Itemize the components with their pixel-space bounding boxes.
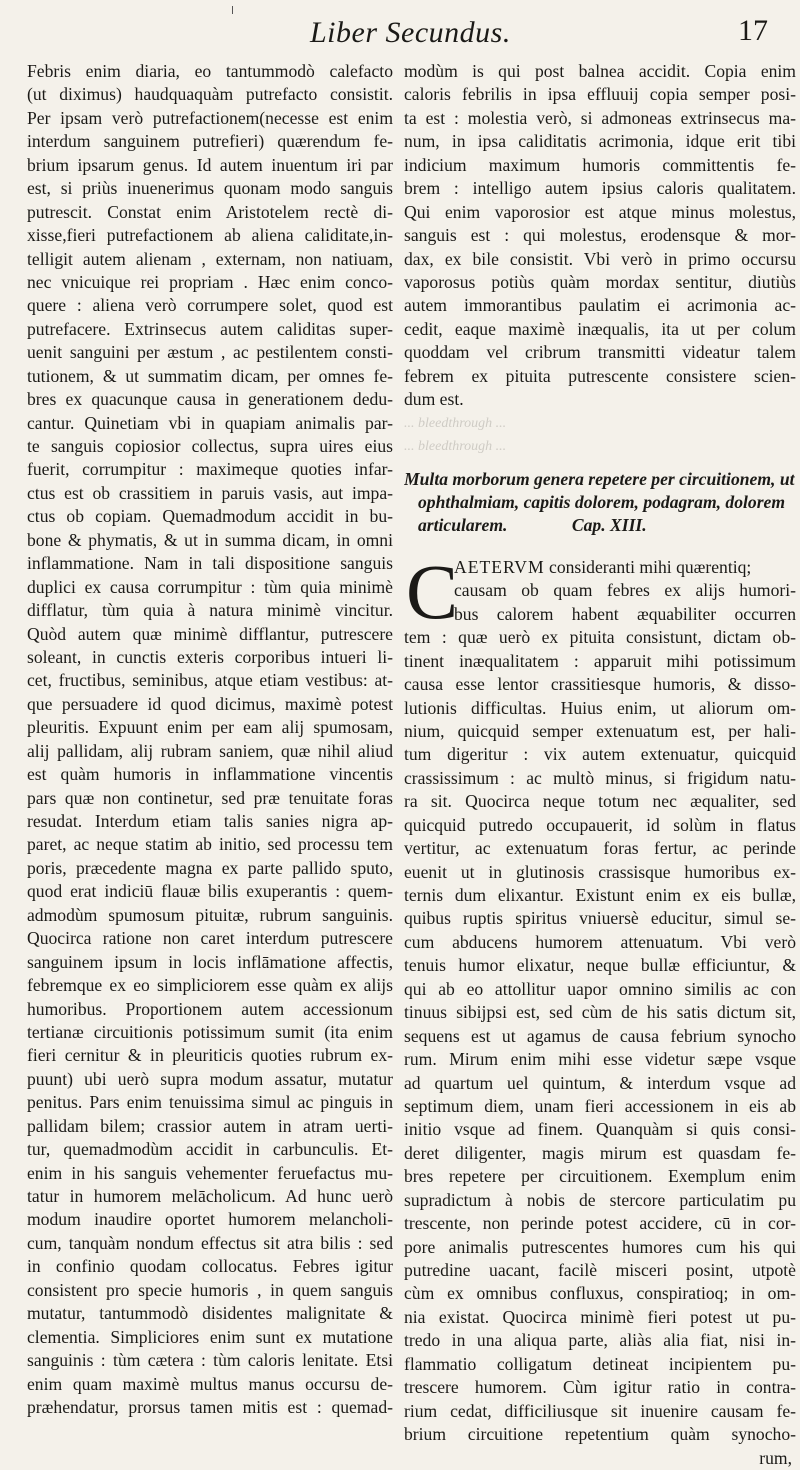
text-line: sanguinem ipsum in locis inflāmatione affectis, (27, 951, 393, 972)
text-line: putrefacere. Extrinsecus autem caliditas super- (27, 318, 393, 339)
text-line: Quòd autem quæ minimè difflantur, putrescere (27, 623, 393, 644)
text-line: enim in his sanguis vehementer feruefactus mu- (27, 1162, 393, 1183)
text-line: pars quæ non continetur, sed præ tenuitate foras (27, 787, 393, 808)
text-line: tum digeritur : vix autem extenuatur, quicquid (404, 744, 796, 765)
text-line: clementia. Simpliciores enim sunt ex mutatione (27, 1326, 393, 1347)
text-line: tertianæ circuitionis potissimum sumit (ita enim (27, 1021, 393, 1042)
text-line: Febris enim diaria, eo tantummodò calefacto (27, 61, 393, 81)
text-line: (ut diximus) haudquaquàm putrefacto consistit. (27, 84, 393, 105)
right-column (404, 60, 796, 1470)
chapter-number: Cap. XIII. (571, 515, 647, 536)
text-line: tenuis humor elixatur, neque bullæ efficiuntur, & (404, 955, 796, 976)
text-line: caloris febrilis in ipsa effluuij copia semper posi- (404, 84, 796, 105)
text-line: est quàm humoris in inflammatione vincentis (27, 764, 393, 785)
running-title: Liber Secundus. (310, 16, 511, 49)
text-line: autem immorantibus paulatim ei acrimonia ac- (404, 295, 796, 316)
text-line: lutionis difficultas. Huius enim, ut aliorum om- (404, 697, 796, 718)
text-line: tem : quæ uerò ex pituita consistunt, dictam ob- (404, 627, 796, 648)
text-line: nec vnicuique rei propriam . Hæc enim conco- (27, 271, 393, 292)
text-line: quicquid putredo occupauerit, id solùm in flatus (404, 814, 796, 835)
text-line (404, 556, 796, 579)
chapter-heading-text: articularem. (418, 515, 508, 536)
right-column-text (404, 60, 796, 412)
text-line: brium circuitione repetentium quàm synocho- (404, 1424, 796, 1445)
text-line: cum, tanquàm nondum effectus sit atra bilis : sed (27, 1232, 393, 1253)
text-line: ctus est ob crassitiem in paruis vasis, aut impa- (27, 482, 393, 503)
text-line: deret diligenter, magis mirum est quasdam fe- (404, 1142, 796, 1163)
text-line: enim quam maximè multus manus occursu de- (27, 1373, 393, 1394)
text-line: crassissimum : ac multò minus, si frigidum natu- (404, 767, 796, 788)
text-line: quibus ruptis spiritus vniuersè educitur, simul se- (404, 908, 796, 929)
text-line: sanguinis : tùm cætera : tùm caloris lenitate. Etsi (27, 1350, 393, 1371)
text-line: brium ipsarum genus. Id autem inuentum iri par (27, 154, 393, 175)
text-line: Per ipsam verò putrefactionem(necesse est enim (27, 107, 393, 128)
text-line: ta est : molestia verò, si admoneas extrinsecus ma- (404, 107, 796, 128)
text-line: tatur in humorem melācholicum. Ad hunc uerò (27, 1186, 393, 1206)
text-line: causa esse lentor crassitiesque humoris, & disso- (404, 674, 796, 695)
text-line: soleant, in cunctis exteris corporibus intueri li- (27, 646, 393, 667)
text-line: cantur. Quinetiam vbi in quapiam animalis par- (27, 412, 393, 433)
bleedthrough-line: ... bleedthrough ... (404, 438, 507, 454)
running-head (0, 6, 800, 54)
text-line: nia existat. Quocirca minimè fieri potest ut pu- (404, 1306, 796, 1327)
bleedthrough-text (404, 412, 796, 458)
chapter-body (404, 547, 796, 1470)
text-line: pleuritis. Expuunt enim per eam alij spumosam, (27, 717, 393, 738)
text-line: initio vsque ad finem. Quanquàm si quis consi- (404, 1119, 796, 1140)
bleedthrough-line: ... bleedthrough ... (404, 415, 507, 431)
text-line: pore animalis putrescentes humores cum his qui (404, 1236, 796, 1257)
drop-cap-initial: C (406, 547, 459, 635)
text-line: quere : aliena verò corrumpere solet, quod est (27, 295, 393, 316)
text-line: sanguis est : qui molestus, erodensque & mor- (404, 225, 796, 246)
text-line: tredo in una aliqua parte, aliàs alia fiat, nisi in- (404, 1330, 796, 1351)
text-line: alij pallidam, alij rubram saniem, quæ nihil aliud (27, 740, 393, 761)
page-number: 17 (738, 14, 768, 47)
text-line: admodùm spumosum pituitæ, rubrum sanguinis. (27, 904, 393, 925)
text-line: flammatio colligatum detineat incipientem pu- (404, 1353, 796, 1374)
text-line: te sanguis copiosior collectus, supra uires eius (27, 436, 393, 456)
text-line: dum est. (404, 389, 464, 410)
text-line: inflammatione. Nam in tali dispositione sanguis (27, 553, 393, 574)
text-line: febrem ex pituita putrescente consistere scien- (404, 365, 796, 386)
text-line: pallidam bilem; crassior autem in atram uerti- (27, 1115, 393, 1136)
text-line: cedit, eaque maximè inæqualis, ita ut per colum (404, 318, 796, 339)
text-line: brem : intelligo autem ipsius caloris qualitatem. (404, 178, 796, 199)
text-line: penitus. Pars enim tenuissima simul ac pinguis in (27, 1092, 393, 1113)
text-line: duplici ex causa corrumpitur : tùm quia minimè (27, 576, 393, 597)
text-line: nium, quicquid semper extenuatum est, per hali- (404, 720, 796, 741)
text-line: causam ob quam febres ex alijs humori- (454, 580, 796, 601)
text-line: telligit autem alienam , externam, non natiuam, (27, 248, 393, 269)
text-line: vaporosus potiùs quàm mordax sentitur, diutiùs (404, 271, 796, 292)
text-line: trescere humorem. Cùm igitur ratio in contra- (404, 1377, 796, 1398)
chapter-heading-line (404, 514, 796, 537)
text-line: ra sit. Quocirca neque totum nec æqualiter, sed (404, 791, 796, 812)
text-line: num, in ipsa caliditatis acrimonia, idque erit tibi (404, 131, 796, 152)
text-line: tinuus sibijpsi est, sed cùm de his satis dictum sit, (404, 1002, 796, 1023)
text-line: indicium maximum humoris committentis fe- (404, 154, 796, 175)
left-column (27, 60, 393, 1419)
text-line: est, si priùs inuenerimus quonam modo sanguis (27, 178, 393, 199)
text-line: poris, præcedente magna ex parte pallido sputo, (27, 857, 393, 878)
text-line: humoribus. Proportionem autem accessionum (27, 998, 393, 1019)
text-line: cum abducens humorem attenuatum. Vbi verò (404, 931, 796, 952)
text-line: paret, ac neque statim ab initio, sed processu tem (27, 834, 393, 855)
text-line: cùm ex omnibus confluxus, conspiratioq; in om- (404, 1283, 796, 1304)
text-line: tutionem, & ut summatim dicam, per omnes fe- (27, 365, 393, 386)
text-line: euenit ut in glutinosis crassisque humoribus ex- (404, 861, 796, 882)
catchword: rum, (759, 1447, 792, 1468)
text-line: putredine uacant, facilè misceri posint, utpotè (404, 1260, 796, 1280)
text-line: tinent inæqualitatem : apparuit mihi potissimum (404, 650, 796, 671)
text-line: bres ex quacunque causa in generationem dedu- (27, 389, 393, 410)
text-line: que persuadere id quod dicimus, maximè potest (27, 693, 393, 714)
text-line: interdum sanguinem putrefieri) quærendum fe- (27, 131, 393, 152)
text-line: quod erat indiciū flauæ bilis exuperantis : quem- (27, 881, 393, 902)
text-line: mutatur, tantummodò disidentes malignitate & (27, 1303, 393, 1324)
text-line: fuerit, corrumpitur : maximeque quoties infar- (27, 459, 393, 480)
text-line: bres repetere per circuitionem. Exemplum enim (404, 1166, 796, 1187)
text-line: ternis dum elixantur. Existunt enim ex eis bullæ, (404, 885, 796, 905)
ink-tick (232, 6, 233, 14)
opening-word: AETERVM (454, 556, 545, 577)
text-line: rum. Mirum enim mihi esse videtur sæpe vsque (404, 1049, 796, 1070)
text-line: modum inaudire oportet humorem melancholi- (27, 1209, 393, 1230)
text-line: vertitur, ac extenuatum foras fertur, ac perinde (404, 838, 796, 859)
text-line: febremque ex eo simpliciorem esse quàm ex alijs (27, 975, 393, 996)
chapter-heading-line: ophthalmiam, capitis dolorem, podagram, dolorem (418, 492, 786, 512)
text-line: trescente, non perinde potest accidere, cū in cor- (404, 1213, 796, 1234)
text-line: quoddam vel cribrum transmitti videatur talem (404, 342, 796, 363)
text-line: modùm is qui post balnea accidit. Copia enim (404, 61, 796, 81)
text-line: Qui enim vaporosior est atque minus molestus, (404, 201, 796, 222)
text-line: uenit sanguini per æstum , ac pestilentem consti- (27, 342, 393, 363)
text-line: præhendatur, prorsus tamen mitis est : quemad- (27, 1396, 393, 1417)
text-line: consistent pro specie humoris , in quem sanguis (27, 1279, 393, 1300)
text-line: cet, fructibus, seminibus, atque etiam vestibus: at- (27, 670, 393, 691)
text-line: bone & phymatis, & ut in summa dicam, in omni (27, 529, 393, 550)
text-line: dax, ex bile consistit. Vbi verò in primo occursu (404, 248, 796, 269)
text-line: ctus ob copiam. Quemadmodum accidit in bu- (27, 506, 393, 527)
text-line: puunt) ubi uerò supra modum assatur, mutatur (27, 1068, 393, 1089)
text-line: septimum diem, unam fieri accessionem in eis ab (404, 1095, 796, 1116)
text-line: supradictum à nobis de stercore particulatim pu (404, 1189, 796, 1210)
text-line: resudat. Interdum etiam talis sanies nigra ap- (27, 811, 393, 831)
text-line: putrescit. Constat enim Aristotelem rectè di- (27, 201, 393, 222)
text-line: sequens est ut agamus de causa febrium synocho (404, 1025, 796, 1046)
text-fragment: consideranti mihi quærentiq; (544, 556, 752, 577)
text-line: qui ab eo attollitur uapor omnino similis ac con (404, 978, 796, 999)
text-line: xisse,fieri putrefactionem ab aliena caliditate,in- (27, 225, 393, 246)
text-line: in confinio quodam collocatus. Febres igitur (27, 1256, 393, 1277)
text-line: Quocirca ratione non caret interdum putrescere (27, 928, 393, 949)
chapter-heading (404, 468, 796, 538)
text-line: fieri cernitur & in pleuriticis quoties rubrum ex- (27, 1045, 393, 1066)
chapter-heading-line: Multa morborum genera repetere per circuitionem, ut (404, 468, 795, 489)
text-line: rium cedat, difficiliusque sit inuenire causam fe- (404, 1400, 796, 1421)
text-line: bus calorem habent æquabiliter occurren (454, 603, 796, 624)
text-line: tur, quemadmodùm accidit in carbunculis. Et- (27, 1139, 393, 1160)
text-line: ad quartum uel quintum, & interdum vsque ad (404, 1072, 796, 1093)
text-line: difflatur, tùm quia à natura minimè vincitur. (27, 600, 393, 621)
